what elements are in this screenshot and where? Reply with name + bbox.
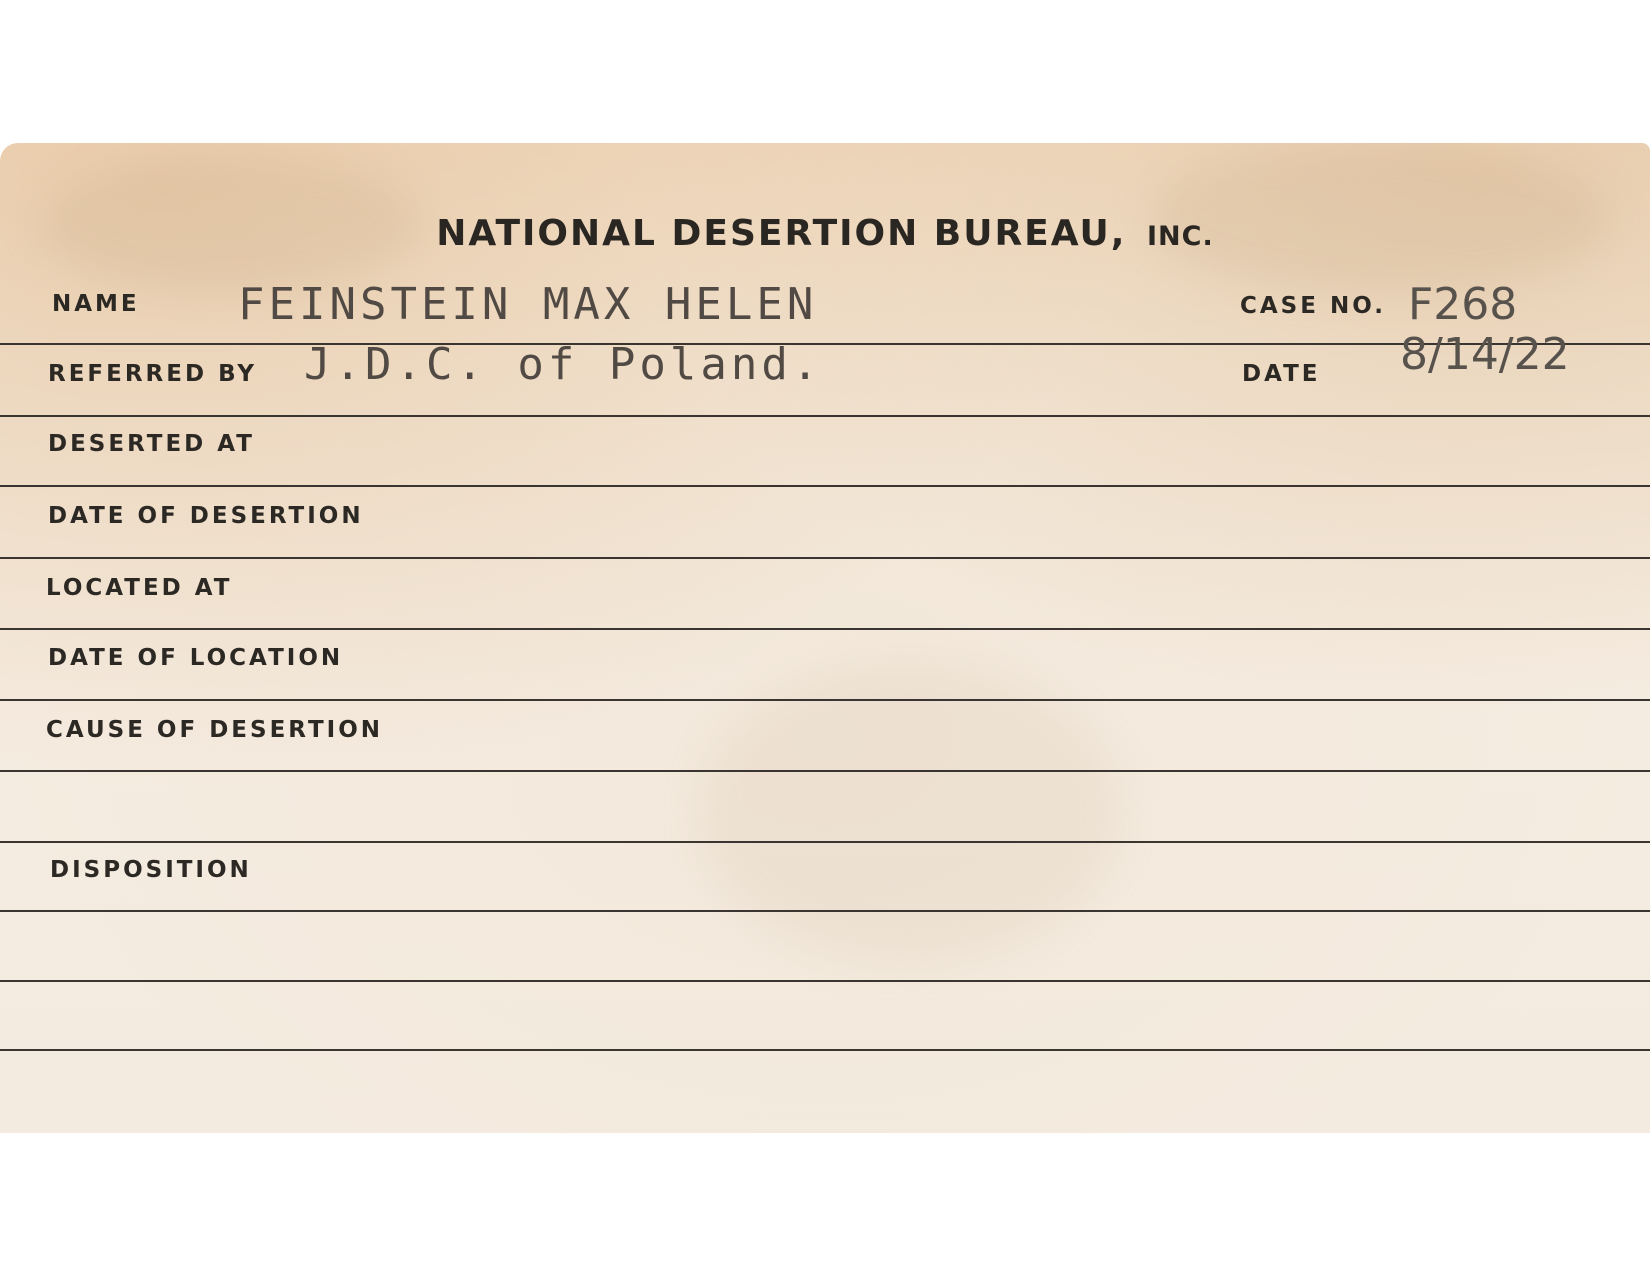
rule-line — [0, 980, 1650, 982]
rule-line — [0, 628, 1650, 630]
case-no-label: CASE NO. — [1240, 293, 1386, 319]
name-label: NAME — [52, 291, 140, 317]
referred-by-value: J.D.C. of Poland. — [304, 339, 823, 390]
rule-line — [0, 910, 1650, 912]
date-label: DATE — [1242, 361, 1321, 387]
rule-line — [0, 699, 1650, 701]
rule-line — [0, 841, 1650, 843]
disposition-label: DISPOSITION — [50, 857, 252, 883]
date-value: 8/14/22 — [1400, 329, 1570, 380]
index-card — [0, 143, 1650, 1133]
card-title — [0, 213, 1650, 254]
name-value: FEINSTEIN MAX HELEN — [238, 279, 818, 330]
paper-stain — [700, 663, 1120, 963]
cause-of-desertion-label: CAUSE OF DESERTION — [46, 717, 384, 743]
deserted-at-label: DESERTED AT — [48, 431, 255, 457]
located-at-label: LOCATED AT — [46, 575, 233, 601]
rule-line — [0, 557, 1650, 559]
rule-line — [0, 1049, 1650, 1051]
rule-line — [0, 770, 1650, 772]
rule-line — [0, 485, 1650, 487]
date-of-location-label: DATE OF LOCATION — [48, 645, 344, 671]
rule-line — [0, 415, 1650, 417]
case-no-value: F268 — [1408, 279, 1518, 330]
referred-by-label: REFERRED BY — [48, 361, 258, 387]
card-title-suffix: INC. — [1147, 221, 1214, 252]
card-title-text: NATIONAL DESERTION BUREAU, — [436, 213, 1127, 254]
date-of-desertion-label: DATE OF DESERTION — [48, 503, 364, 529]
